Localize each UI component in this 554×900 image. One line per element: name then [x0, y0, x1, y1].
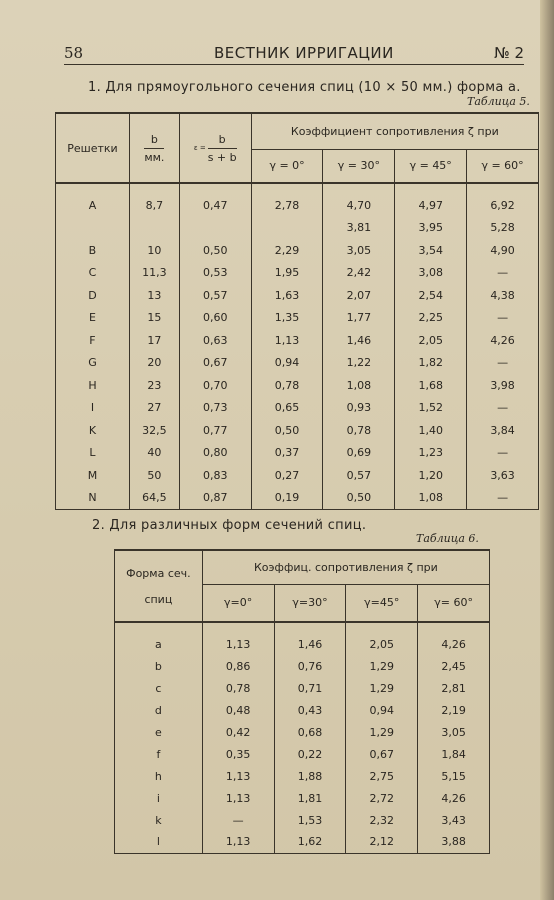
cell-g0: 1,13: [251, 329, 323, 352]
cell-g45: 1,68: [395, 374, 467, 397]
cell-g45: 1,52: [395, 397, 467, 420]
cell-form: k: [115, 809, 203, 831]
cell-g30: 3,81: [323, 217, 395, 240]
cell-g30: 1,53: [274, 809, 346, 831]
col-header-coefficient: Коэффициент сопротивления ζ при: [251, 113, 538, 149]
cell-g30: 1,08: [323, 374, 395, 397]
angle-header-45: γ = 45°: [395, 149, 467, 183]
cell-g45: 0,94: [346, 699, 418, 721]
issue-number: № 2: [494, 44, 524, 62]
col-header-form-line2: спиц: [144, 592, 173, 606]
col-header-eps: [179, 113, 251, 183]
cell-g60: 6,92: [467, 194, 539, 217]
cell-g45: 0,67: [346, 743, 418, 765]
table-row: [56, 352, 539, 375]
cell-g0: [251, 217, 323, 240]
table-6: [114, 549, 490, 854]
cell-g45: 2,05: [395, 329, 467, 352]
col-header-eps-den: s + b: [207, 150, 237, 164]
cell-grating: A: [56, 194, 130, 217]
cell-eps: 0,67: [179, 352, 251, 375]
cell-eps: 0,60: [179, 307, 251, 330]
cell-g45: 1,82: [395, 352, 467, 375]
cell-g30: 0,43: [274, 699, 346, 721]
cell-eps: 0,57: [179, 284, 251, 307]
cell-g60: 4,90: [467, 239, 539, 262]
cell-g60: 2,45: [418, 655, 490, 677]
section2-heading: 2. Для различных форм сечений спиц.: [92, 518, 367, 533]
table-row: [115, 765, 490, 787]
table-row: [56, 239, 539, 262]
cell-g0: 1,13: [202, 787, 274, 809]
table-row: [56, 419, 539, 442]
angle-header-30: γ = 30°: [323, 149, 395, 183]
cell-g45: 1,29: [346, 677, 418, 699]
cell-g30: 0,50: [323, 487, 395, 510]
cell-g45: 2,72: [346, 787, 418, 809]
cell-b: 17: [129, 329, 179, 352]
cell-g60: —: [467, 487, 539, 510]
angle-header-0: γ=0°: [202, 584, 274, 622]
cell-grating: K: [56, 419, 130, 442]
cell-g60: 4,38: [467, 284, 539, 307]
cell-eps: 0,80: [179, 442, 251, 465]
cell-g60: 1,84: [418, 743, 490, 765]
cell-g30: 0,71: [274, 677, 346, 699]
col-header-b: [129, 113, 179, 183]
table-row: [56, 464, 539, 487]
cell-grating: D: [56, 284, 130, 307]
cell-g0: 1,13: [202, 831, 274, 853]
table-row: [56, 284, 539, 307]
table-row: [56, 487, 539, 510]
cell-g30: 0,68: [274, 721, 346, 743]
cell-eps: 0,47: [179, 194, 251, 217]
journal-title: ВЕСТНИК ИРРИГАЦИИ: [214, 44, 394, 62]
cell-g30: 0,76: [274, 655, 346, 677]
table-5: [55, 112, 539, 510]
cell-g60: 3,88: [418, 831, 490, 853]
cell-g60: 4,26: [418, 633, 490, 655]
cell-g60: —: [467, 442, 539, 465]
cell-grating: F: [56, 329, 130, 352]
table-row: [56, 329, 539, 352]
page-edge-shadow: [540, 0, 554, 900]
cell-g0: 0,65: [251, 397, 323, 420]
cell-b: 40: [129, 442, 179, 465]
cell-g45: 1,29: [346, 655, 418, 677]
table-row: [115, 677, 490, 699]
cell-g60: 2,19: [418, 699, 490, 721]
section1-heading: 1. Для прямоугольного сечения спиц (10 × 50 мм.) форма а.: [88, 80, 521, 95]
cell-g45: 1,08: [395, 487, 467, 510]
cell-g0: 0,42: [202, 721, 274, 743]
cell-g60: 3,98: [467, 374, 539, 397]
cell-g30: 2,07: [323, 284, 395, 307]
cell-g30: 4,70: [323, 194, 395, 217]
cell-g0: 0,78: [251, 374, 323, 397]
table-5-body: [56, 183, 539, 509]
table-row: [115, 743, 490, 765]
cell-g45: 3,95: [395, 217, 467, 240]
table6-caption: Таблица 6.: [416, 532, 479, 545]
cell-form: d: [115, 699, 203, 721]
cell-g45: 2,75: [346, 765, 418, 787]
cell-g60: 5,15: [418, 765, 490, 787]
cell-b: 8,7: [129, 194, 179, 217]
cell-g60: 4,26: [418, 787, 490, 809]
cell-eps: [179, 217, 251, 240]
cell-grating: I: [56, 397, 130, 420]
cell-g45: 2,54: [395, 284, 467, 307]
cell-g30: 1,22: [323, 352, 395, 375]
cell-b: [129, 217, 179, 240]
cell-g60: —: [467, 262, 539, 285]
col-header-form-line1: Форма сеч.: [126, 566, 191, 580]
table-row: [56, 442, 539, 465]
cell-grating: G: [56, 352, 130, 375]
cell-g0: 1,13: [202, 633, 274, 655]
angle-header-60: γ= 60°: [418, 584, 490, 622]
cell-grating: H: [56, 374, 130, 397]
cell-eps: 0,50: [179, 239, 251, 262]
cell-g45: 1,40: [395, 419, 467, 442]
cell-form: c: [115, 677, 203, 699]
cell-grating: N: [56, 487, 130, 510]
cell-g60: 3,63: [467, 464, 539, 487]
col-header-coefficient-2: Коэффиц. сопротивления ζ при: [202, 550, 489, 584]
cell-g0: 0,94: [251, 352, 323, 375]
cell-g45: 3,08: [395, 262, 467, 285]
cell-g0: 1,13: [202, 765, 274, 787]
cell-g0: 0,78: [202, 677, 274, 699]
cell-grating: M: [56, 464, 130, 487]
table-row: [115, 809, 490, 831]
cell-form: h: [115, 765, 203, 787]
cell-g30: 1,88: [274, 765, 346, 787]
cell-g30: 1,46: [323, 329, 395, 352]
cell-g30: 0,57: [323, 464, 395, 487]
col-header-eps-num: b: [208, 133, 237, 149]
cell-g0: 2,78: [251, 194, 323, 217]
cell-g0: 0,48: [202, 699, 274, 721]
cell-g0: 0,37: [251, 442, 323, 465]
cell-eps: 0,70: [179, 374, 251, 397]
table-row: [56, 194, 539, 217]
cell-b: 11,3: [129, 262, 179, 285]
cell-grating: C: [56, 262, 130, 285]
cell-g30: 2,42: [323, 262, 395, 285]
cell-b: 50: [129, 464, 179, 487]
col-header-grating: Решетки: [56, 113, 130, 183]
cell-g60: 2,81: [418, 677, 490, 699]
cell-form: i: [115, 787, 203, 809]
cell-eps: 0,77: [179, 419, 251, 442]
cell-g45: 1,20: [395, 464, 467, 487]
table-row: [56, 262, 539, 285]
cell-eps: 0,83: [179, 464, 251, 487]
cell-g60: —: [467, 397, 539, 420]
cell-g0: 0,86: [202, 655, 274, 677]
cell-g60: 3,84: [467, 419, 539, 442]
cell-form: l: [115, 831, 203, 853]
cell-g45: 2,32: [346, 809, 418, 831]
cell-g0: —: [202, 809, 274, 831]
cell-b: 13: [129, 284, 179, 307]
cell-g0: 0,19: [251, 487, 323, 510]
table-row: [115, 831, 490, 853]
table-row: [115, 787, 490, 809]
angle-header-45: γ=45°: [346, 584, 418, 622]
col-header-form: [115, 550, 203, 622]
cell-g0: 1,95: [251, 262, 323, 285]
cell-g45: 2,05: [346, 633, 418, 655]
cell-g0: 0,50: [251, 419, 323, 442]
col-header-b-num: b: [144, 133, 164, 149]
cell-g45: 4,97: [395, 194, 467, 217]
cell-g60: 5,28: [467, 217, 539, 240]
cell-form: f: [115, 743, 203, 765]
cell-form: b: [115, 655, 203, 677]
cell-g0: 1,63: [251, 284, 323, 307]
cell-g45: 2,25: [395, 307, 467, 330]
cell-g30: 0,93: [323, 397, 395, 420]
col-header-eps-prefix: ε =: [193, 144, 206, 152]
cell-grating: [56, 217, 130, 240]
cell-grating: L: [56, 442, 130, 465]
cell-g30: 1,77: [323, 307, 395, 330]
table-row: [115, 699, 490, 721]
table-6-body: [115, 622, 490, 853]
cell-b: 15: [129, 307, 179, 330]
cell-g0: 0,27: [251, 464, 323, 487]
cell-g30: 0,78: [323, 419, 395, 442]
cell-g60: 4,26: [467, 329, 539, 352]
table5-caption: Таблица 5.: [467, 95, 530, 108]
cell-b: 32,5: [129, 419, 179, 442]
cell-g60: —: [467, 352, 539, 375]
page-number: 58: [64, 44, 84, 62]
cell-grating: B: [56, 239, 130, 262]
cell-g60: 3,05: [418, 721, 490, 743]
cell-g0: 0,35: [202, 743, 274, 765]
cell-eps: 0,73: [179, 397, 251, 420]
cell-g0: 2,29: [251, 239, 323, 262]
cell-g30: 1,62: [274, 831, 346, 853]
cell-grating: E: [56, 307, 130, 330]
cell-eps: 0,53: [179, 262, 251, 285]
cell-g30: 3,05: [323, 239, 395, 262]
cell-g30: 1,46: [274, 633, 346, 655]
cell-b: 27: [129, 397, 179, 420]
cell-g45: 2,12: [346, 831, 418, 853]
cell-form: a: [115, 633, 203, 655]
cell-g30: 1,81: [274, 787, 346, 809]
cell-g45: 1,29: [346, 721, 418, 743]
cell-b: 23: [129, 374, 179, 397]
cell-g60: —: [467, 307, 539, 330]
table-row: [56, 374, 539, 397]
angle-header-60: γ = 60°: [467, 149, 539, 183]
running-head: [64, 44, 524, 65]
table-row: [115, 721, 490, 743]
cell-g45: 1,23: [395, 442, 467, 465]
cell-b: 20: [129, 352, 179, 375]
cell-eps: 0,63: [179, 329, 251, 352]
cell-eps: 0,87: [179, 487, 251, 510]
angle-header-30: γ=30°: [274, 584, 346, 622]
cell-b: 10: [129, 239, 179, 262]
table-row: [56, 307, 539, 330]
angle-header-0: γ = 0°: [251, 149, 323, 183]
table-row: [56, 397, 539, 420]
cell-g30: 0,69: [323, 442, 395, 465]
cell-g0: 1,35: [251, 307, 323, 330]
cell-b: 64,5: [129, 487, 179, 510]
table-row: [115, 633, 490, 655]
cell-g30: 0,22: [274, 743, 346, 765]
table-row: [56, 217, 539, 240]
cell-form: e: [115, 721, 203, 743]
col-header-b-den: мм.: [144, 150, 165, 164]
cell-g45: 3,54: [395, 239, 467, 262]
cell-g60: 3,43: [418, 809, 490, 831]
table-row: [115, 655, 490, 677]
